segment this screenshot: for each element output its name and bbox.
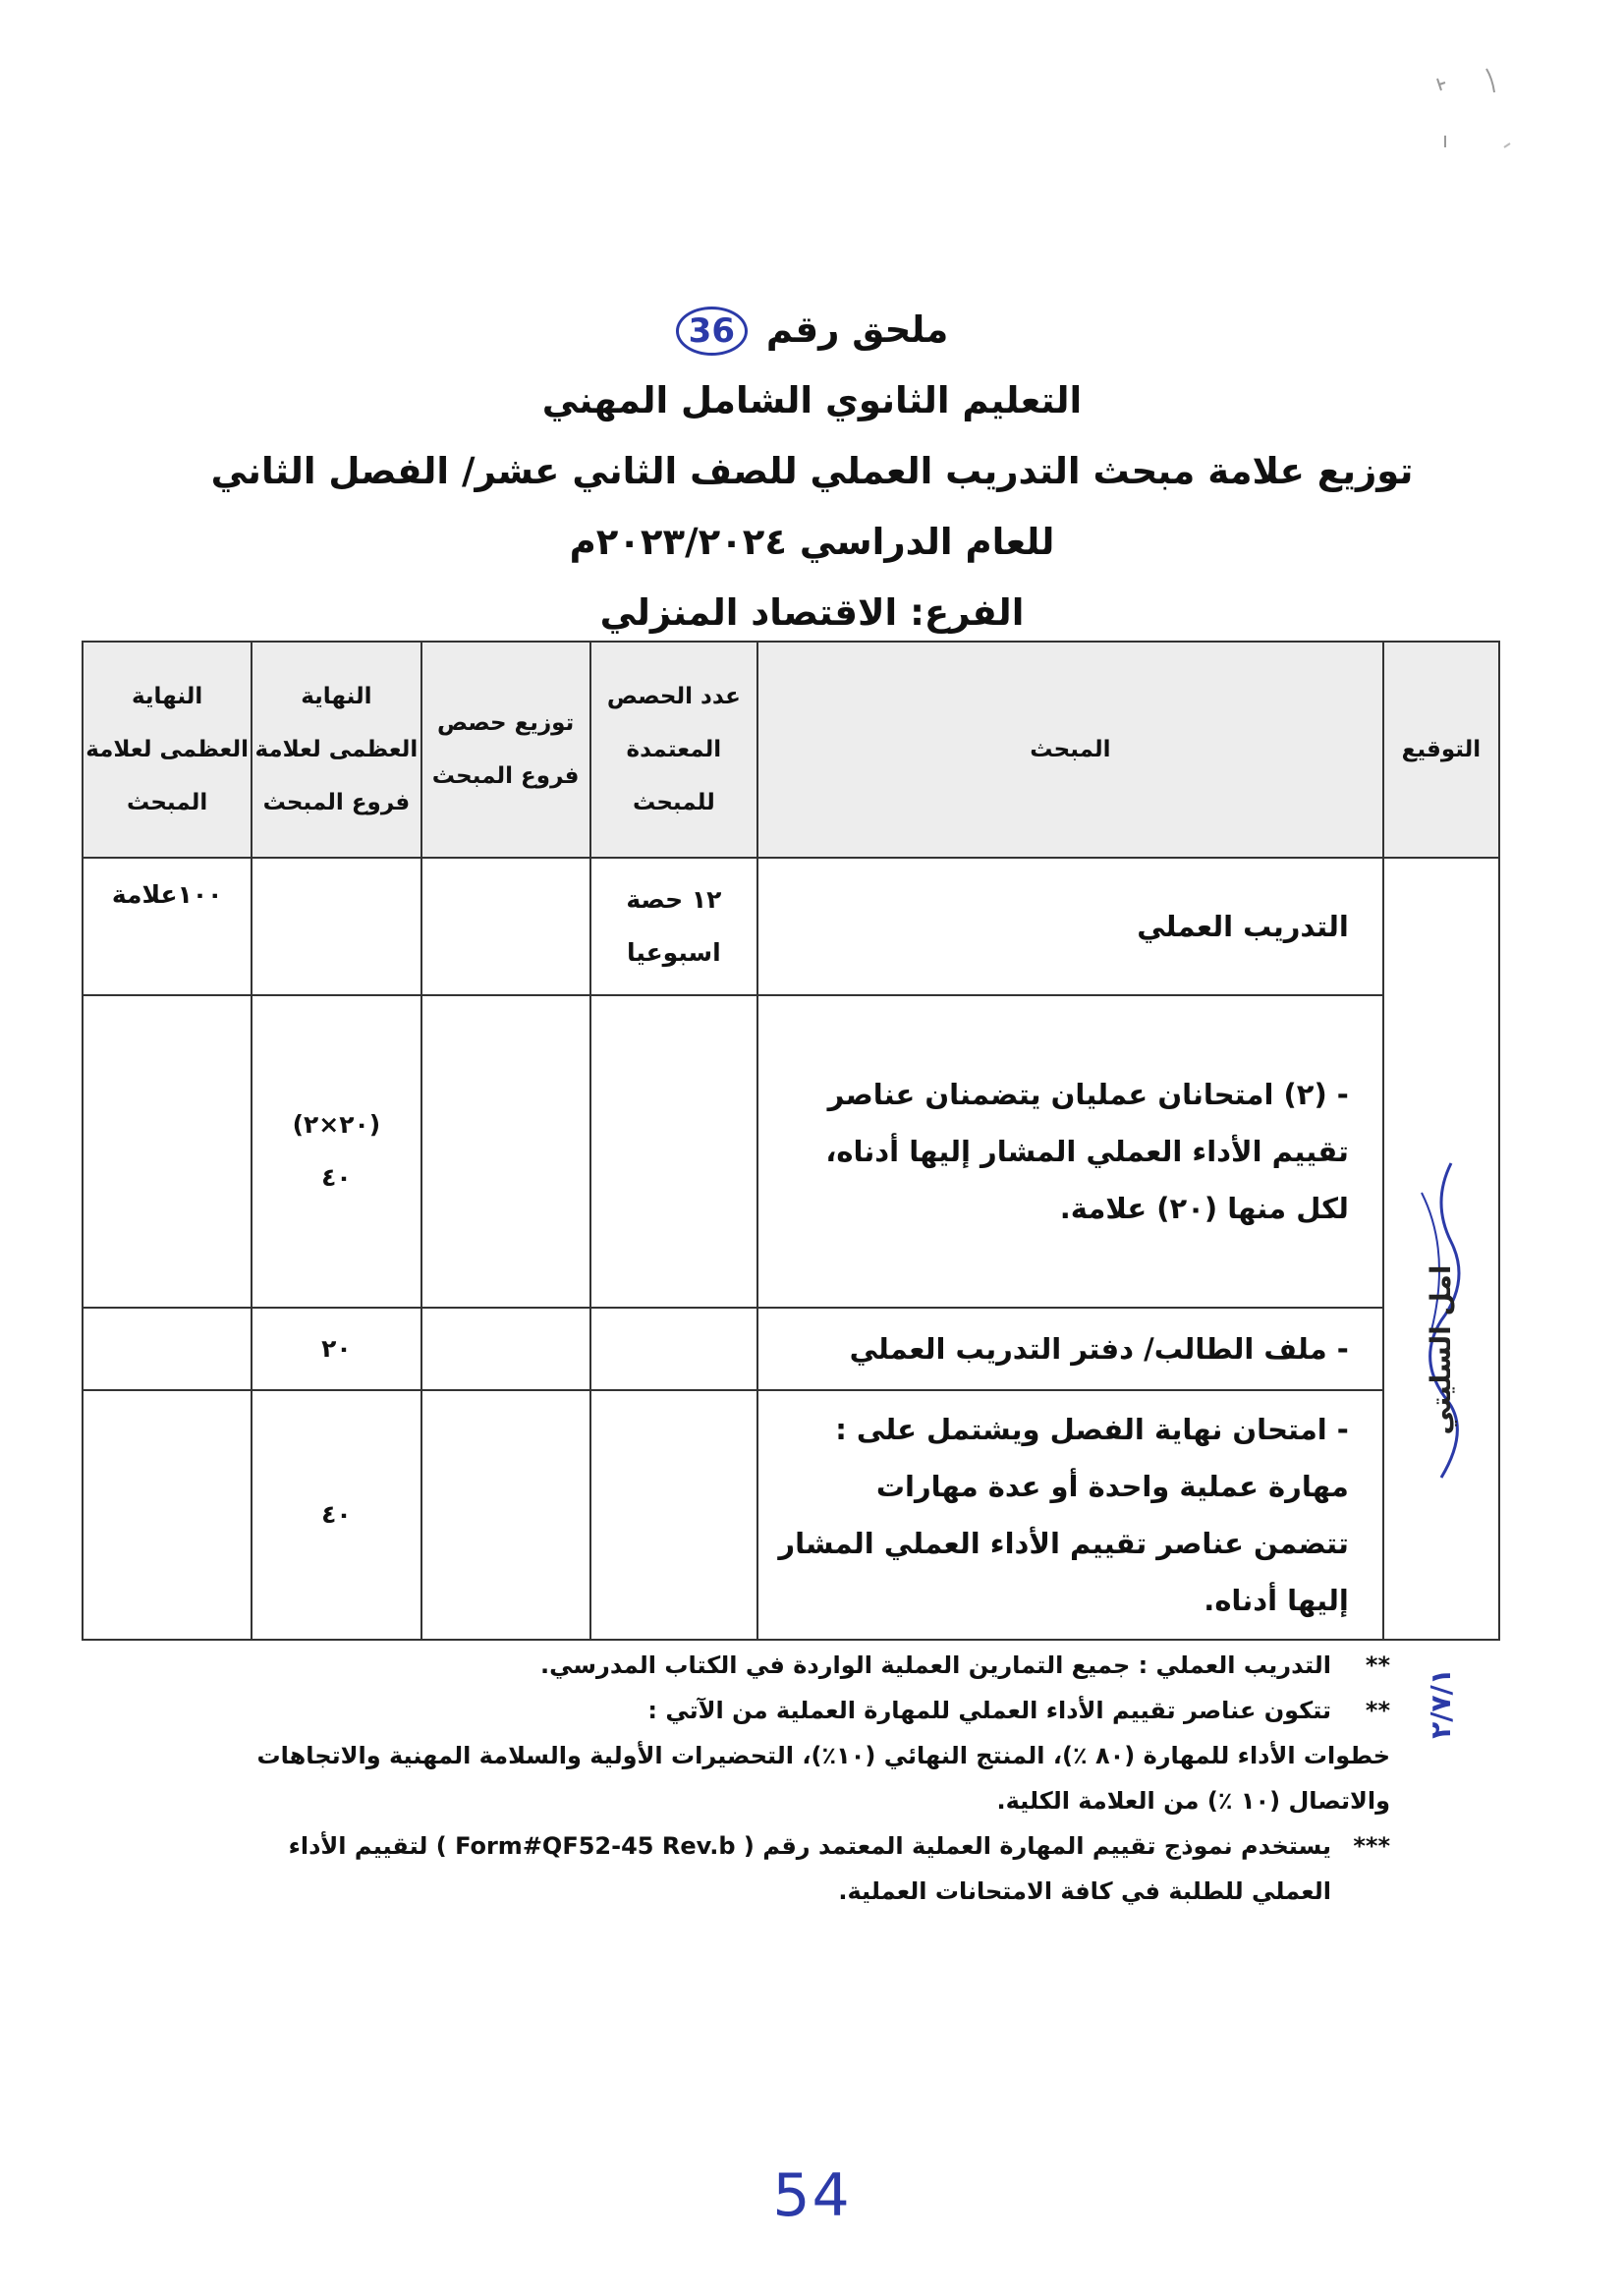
- signature-name: امل السليتي: [1424, 1264, 1457, 1435]
- footnote: [251, 1688, 1390, 1733]
- header-line-4: الفرع: الاقتصاد المنزلي: [599, 591, 1025, 634]
- footnote: [251, 1733, 1390, 1823]
- row4-subject: - امتحان نهاية الفصل ويشتمل على : مهارة عملية واحدة أو عدة مهارات تتضمن عناصر تقييم الأداء العملي المشار إليها أدناه.: [757, 1390, 1383, 1640]
- header-subject-max: النهاية العظمى لعلامة المبحث: [83, 642, 252, 858]
- row1-branch-max: [252, 858, 420, 995]
- footnote-mark: **: [1365, 1651, 1390, 1679]
- page-number: 54: [772, 2161, 852, 2230]
- header-line-2: توزيع علامة مبحث التدريب العملي للصف الثاني عشر/ الفصل الثاني: [210, 450, 1414, 492]
- footnote-mark: **: [1365, 1697, 1390, 1724]
- table-header-row: [83, 642, 1499, 858]
- table-row: [83, 995, 1499, 1308]
- row4-branch-max: ٤٠: [252, 1390, 420, 1640]
- row4-subject-max: [83, 1390, 252, 1640]
- annex-title: [0, 295, 1624, 365]
- document-header: [0, 295, 1624, 648]
- table-row: [83, 858, 1499, 995]
- row2-approved-periods: [590, 995, 757, 1308]
- row3-subject-max: [83, 1308, 252, 1390]
- annex-number: 36: [676, 307, 748, 356]
- header-line-1: التعليم الثانوي الشامل المهني: [541, 379, 1083, 421]
- row1-subject: التدريب العملي: [757, 858, 1383, 995]
- header-signature: التوقيع: [1383, 642, 1499, 858]
- header-periods-distribution: توزيع حصص فروع المبحث: [421, 642, 590, 858]
- row3-periods-distribution: [421, 1308, 590, 1390]
- footnote-text: تتكون عناصر تقييم الأداء العملي للمهارة العملية من الآتي :: [647, 1697, 1331, 1724]
- table-row: [83, 1308, 1499, 1390]
- footnote: [251, 1643, 1390, 1688]
- annex-label: ملحق رقم: [765, 308, 949, 351]
- signature-date: ٢/٧/١: [1424, 1668, 1457, 1739]
- footnote-text: خطوات الأداء للمهارة (٨٠ ٪)، المنتج النهائي (١٠٪)، التحضيرات الأولية والسلامة المهنية والاتجاهات والاتصال (١٠ ٪) من العلامة الكلية.: [256, 1742, 1390, 1815]
- row4-periods-distribution: [421, 1390, 590, 1640]
- row2-subject-max: [83, 995, 252, 1308]
- row1-subject-max: ١٠٠علامة: [83, 858, 252, 995]
- row3-approved-periods: [590, 1308, 757, 1390]
- header-line-3: للعام الدراسي ٢٠٢٣/٢٠٢٤م: [569, 521, 1055, 563]
- row2-branch-max: (٢٠×٢) ٤٠: [252, 995, 420, 1308]
- row3-branch-max: ٢٠: [252, 1308, 420, 1390]
- row2-periods-distribution: [421, 995, 590, 1308]
- row3-subject: - ملف الطالب/ دفتر التدريب العملي: [757, 1308, 1383, 1390]
- footnotes: [251, 1643, 1390, 1914]
- row1-approved-periods: ١٢ حصة اسبوعيا: [590, 858, 757, 995]
- header-approved-periods: عدد الحصص المعتمدة للمبحث: [590, 642, 757, 858]
- table-row: [83, 1390, 1499, 1640]
- row1-periods-distribution: [421, 858, 590, 995]
- scan-marks: [1388, 39, 1545, 157]
- header-branch-max: النهاية العظمى لعلامة فروع المبحث: [252, 642, 420, 858]
- footnote-text: يستخدم نموذج تقييم المهارة العملية المعتمد رقم ( Form#QF52-45 Rev.b ) لتقييم الأداء العملي للطلبة في كافة الامتحانات العملية.: [288, 1832, 1331, 1905]
- footnote-mark: ***: [1353, 1832, 1390, 1860]
- footnote: [251, 1823, 1390, 1914]
- row4-approved-periods: [590, 1390, 757, 1640]
- header-subject: المبحث: [757, 642, 1383, 858]
- row2-subject: - (٢) امتحانان عمليان يتضمنان عناصر تقييم الأداء العملي المشار إليها أدناه، لكل منها (٢٠) علامة.: [757, 995, 1383, 1308]
- footnote-text: التدريب العملي : جميع التمارين العملية الواردة في الكتاب المدرسي.: [540, 1651, 1331, 1679]
- signature-cell: [1383, 858, 1499, 1739]
